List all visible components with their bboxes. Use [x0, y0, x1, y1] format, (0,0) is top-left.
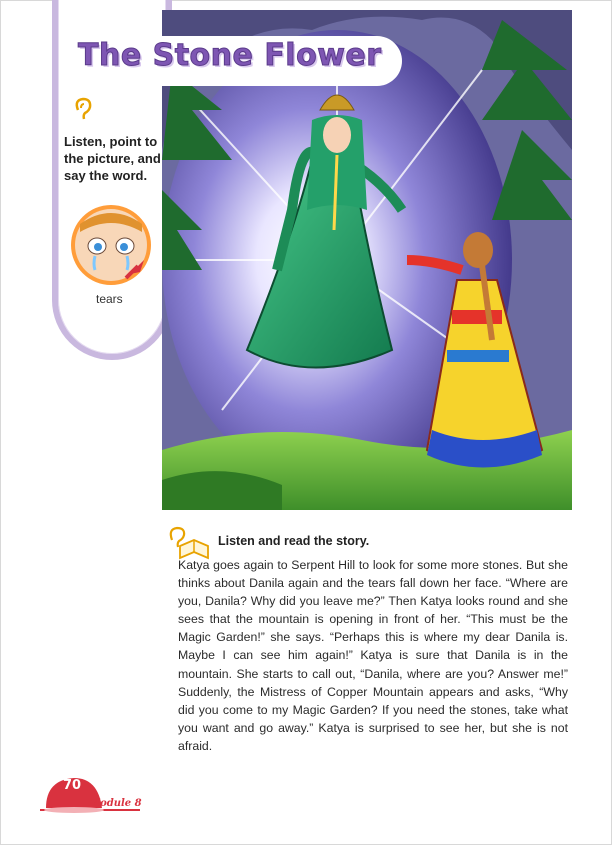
vocab-word: tears [96, 292, 123, 306]
crying-eyes-icon [70, 204, 152, 286]
module-label: Module 8 [89, 798, 142, 809]
ear-book-icon [166, 524, 210, 560]
reading-heading: Listen and read the story. [218, 534, 370, 548]
page-title: The Stone Flower [78, 38, 382, 73]
ear-icon [70, 96, 96, 122]
vocab-instruction: Listen, point to the picture, and say the word. [64, 134, 161, 183]
story-text: Katya goes again to Serpent Hill to look for some more stones. But she thinks about Danila again and the tears fall down her face. “Where are you, Danila? Why did you leave me?” Then Katya looks round and she sees that the mountain is opening in front of her. “This must be the Magic Garden!” she says. “Perhaps this is where my dear Danila is. Maybe I can see him again!” Katya is sure that Danila is in the mountain. She starts to call out, “Danila, where are you? Answer me!” Suddenly, the Mistress of Copper Mountain appears and asks, “Why did you come to my Magic Garden? If you need the stones, take what you want and go away.” Katya is surprised to see her, but she is not afraid. [178, 558, 568, 753]
page-number: 70 [63, 778, 82, 793]
